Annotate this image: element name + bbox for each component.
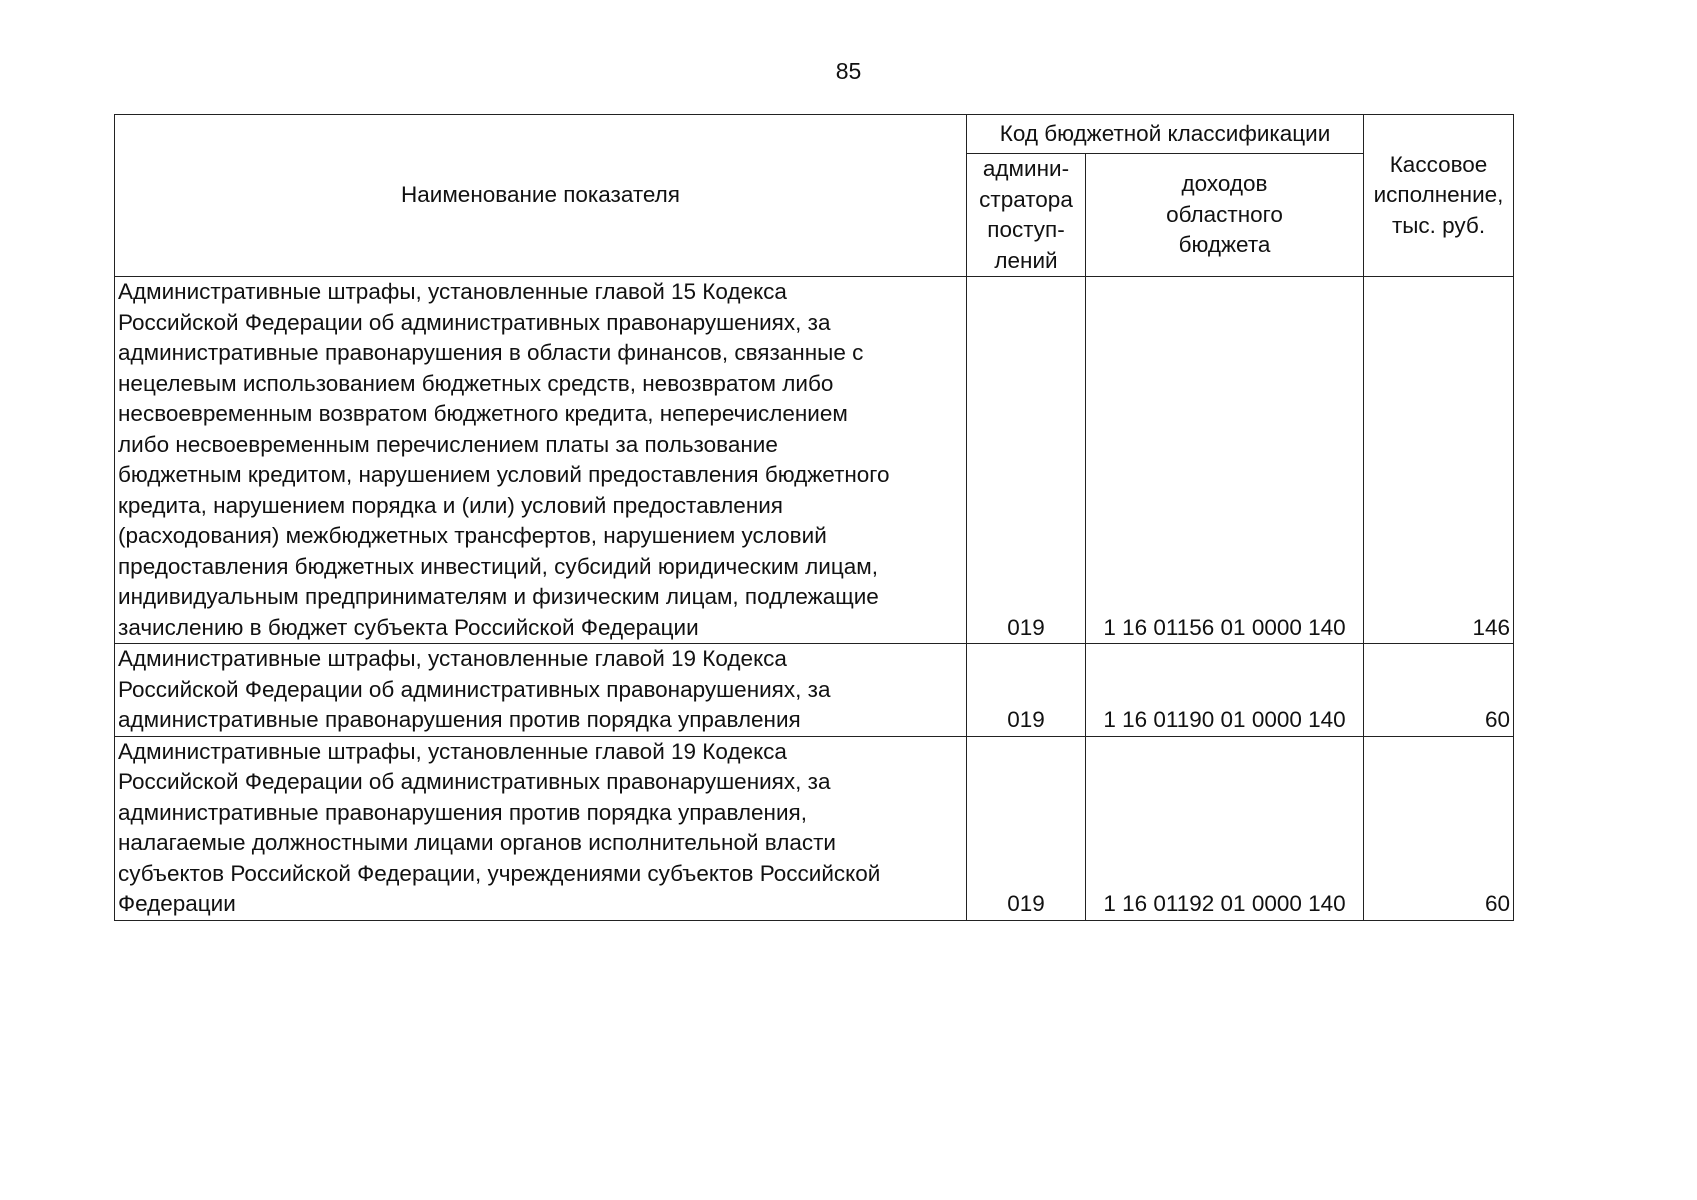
name-line: субъектов Российской Федерации, учреждениями субъектов Российской (118, 860, 881, 886)
name-line: Федерации (118, 891, 236, 916)
income-code-cell: 1 16 01192 01 0000 140 (1086, 736, 1364, 920)
header-income-line: доходов (1181, 171, 1268, 197)
admin-code-cell: 019 (967, 736, 1086, 920)
cash-amount-cell: 60 (1364, 736, 1514, 920)
name-line: (расходования) межбюджетных трансфертов, нарушением условий (118, 523, 827, 548)
page-number: 85 (835, 58, 862, 84)
table-row (115, 277, 1514, 644)
name-line: Российской Федерации об административных правонарушениях, за (118, 676, 831, 702)
name-line: административные правонарушения в области финансов, связанные с (118, 340, 864, 365)
revenue-table (114, 114, 1514, 921)
name-line: административные правонарушения против порядка управления, (118, 799, 807, 825)
name-line: зачислению в бюджет субъекта Российской Федерации (118, 614, 699, 640)
name-line: Административные штрафы, установленные главой 15 Кодекса (118, 279, 787, 304)
header-budget-code: Код бюджетной классификации (967, 115, 1364, 154)
name-line: либо несвоевременным перечислением платы за пользование (118, 431, 778, 457)
header-admin-line: поступ- (987, 217, 1065, 242)
income-code-cell: 1 16 01156 01 0000 140 (1086, 277, 1364, 644)
header-admin-line: админи- (982, 156, 1070, 181)
header-cash-line: тыс. руб. (1391, 212, 1486, 238)
income-code-cell: 1 16 01190 01 0000 140 (1086, 644, 1364, 737)
name-line: Российской Федерации об административных правонарушениях, за (118, 309, 831, 335)
cash-amount-cell: 60 (1364, 644, 1514, 737)
name-line: предоставления бюджетных инвестиций, субсидий юридическим лицам, (118, 553, 878, 579)
name-line: бюджетным кредитом, нарушением условий предоставления бюджетного (118, 462, 890, 487)
name-line: административные правонарушения против порядка управления (118, 707, 801, 732)
admin-code-cell: 019 (967, 277, 1086, 644)
table-row (115, 644, 1514, 737)
name-line: кредита, нарушением порядка и (или) условий предоставления (118, 492, 783, 518)
header-cash-line: Кассовое (1389, 151, 1488, 177)
header-admin-line: лений (994, 247, 1058, 273)
name-line: Российской Федерации об административных правонарушениях, за (118, 769, 831, 794)
indicator-name-cell (115, 736, 967, 920)
cash-amount-cell: 146 (1364, 277, 1514, 644)
table-header (115, 115, 1514, 277)
name-line: Административные штрафы, установленные главой 19 Кодекса (118, 646, 787, 671)
indicator-name-cell (115, 277, 967, 644)
name-line: налагаемые должностными лицами органов исполнительной власти (118, 830, 836, 855)
name-line: индивидуальным предпринимателям и физическим лицам, подлежащие (118, 584, 879, 609)
header-income-line: бюджета (1178, 232, 1271, 258)
header-admin-line: стратора (979, 186, 1073, 212)
header-regional-income (1086, 154, 1364, 277)
name-line: несвоевременным возвратом бюджетного кредита, неперечислением (118, 401, 848, 426)
header-administrator (967, 154, 1086, 277)
header-income-line: областного (1166, 201, 1283, 227)
header-cash-execution (1364, 115, 1514, 277)
admin-code-cell: 019 (967, 644, 1086, 737)
name-line: нецелевым использованием бюджетных средств, невозвратом либо (118, 370, 834, 396)
header-indicator-name: Наименование показателя (115, 115, 967, 277)
name-line: Административные штрафы, установленные главой 19 Кодекса (118, 738, 787, 764)
table-row (115, 736, 1514, 920)
header-cash-line: исполнение, (1373, 182, 1504, 208)
indicator-name-cell (115, 644, 967, 737)
